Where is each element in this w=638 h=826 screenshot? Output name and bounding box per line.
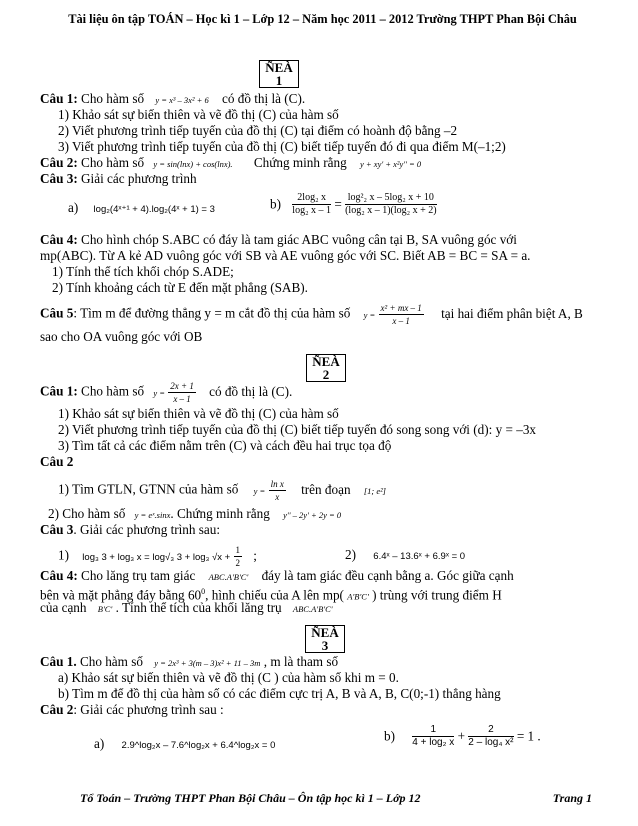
de3-cau2-a: a) 2.9^log₂x – 7.6^log₂x + 6.4^log₂x = 0 <box>94 736 276 751</box>
de1-cau3-b: b) $\frac{\text{2log₂ x}}{\text{log₂ x – 1}}$ = $\frac{\text{log²₂ x – 5log₂ x + 10}}{\text{(log₂ x – 1)(log₂ x + 2)}}$ <box>270 192 437 216</box>
de2-cau2-item1: 1) Tìm GTLN, GTNN của hàm số y = $\frac{\text{ln x}}{x}$ trên đoạn [1; e²] <box>58 479 386 502</box>
de3-cau1-b: b) Tìm m để đồ thị của hàm số có các điểm cực trị A, B và A, B, C(0;-1) thẳng hàng <box>58 686 501 701</box>
de-2-label: ÑEÀ 2 <box>306 354 346 382</box>
de2-cau1: Câu 1: Cho hàm số y = $\frac{2x + 1}{x - 1}$ có đồ thị là (C). <box>40 381 293 404</box>
de2-cau1-item1: 1) Khảo sát sự biến thiên và vẽ đồ thị (C) của hàm số <box>58 406 339 421</box>
de1-cau1-item2: 2) Viết phương trình tiếp tuyến của đồ thị (C) tại điểm có hoành độ bằng –2 <box>58 123 458 138</box>
page-number: Trang 1 <box>552 791 592 805</box>
de1-cau1-item3: 3) Viết phương trình tiếp tuyến của đồ thị (C) biết tiếp tuyến đó đi qua điểm M(–1;2) <box>58 139 506 154</box>
de2-cau4-l1: Câu 4: Cho lăng trụ tam giác ABC.A'B'C' đáy là tam giác đều cạnh bằng a. Góc giữa cạnh <box>40 568 514 583</box>
de1-cau1: Câu 1: Cho hàm số y = x³ – 3x² + 6 có đồ thị là (C). <box>40 91 306 106</box>
de3-cau2: Câu 2: Giải các phương trình sau : <box>40 702 224 717</box>
de3-cau2-b: b) $\frac{1}{\text{4 + log₂ x}}$ + $\frac{2}{\text{2 – log₄ x²}}$ = 1 . <box>384 724 541 748</box>
de2-cau3: Câu 3. Giải các phương trình sau: <box>40 522 221 537</box>
de1-cau4-item1: 1) Tính thể tích khối chóp S.ADE; <box>52 264 234 279</box>
de2-cau3-item2: 2) 6.4ˣ – 13.6ˣ + 6.9ˣ = 0 <box>345 547 466 562</box>
de2-cau1-item3: 3) Tìm tất cả các điểm nằm trên (C) và cách đều hai trục tọa độ <box>58 438 392 453</box>
page-footer: Tổ Toán – Trường THPT Phan Bội Châu – Ôn tập học kì 1 – Lớp 12 <box>80 791 421 805</box>
page-header: Tài liệu ôn tập TOÁN – Học kì 1 – Lớp 12 – Năm học 2011 – 2012 Trường THPT Phan Bội Châu <box>68 12 577 26</box>
de2-cau2: Câu 2 <box>40 454 74 469</box>
de2-cau2-item2: 2) Cho hàm số y = eˣ.sinx. Chứng minh rằng y'' – 2y' + 2y = 0 <box>48 506 342 521</box>
de1-cau4-item2: 2) Tính khoảng cách từ E đến mặt phẳng (SAB). <box>52 280 308 295</box>
de1-cau5-l2: sao cho OA vuông góc với OB <box>40 329 203 344</box>
de1-cau3-a: a) log₂(4ˣ⁺¹ + 4).log₂(4ˣ + 1) = 3 <box>68 200 215 215</box>
de1-cau3: Câu 3: Giải các phương trình <box>40 171 197 186</box>
de2-cau4-l2: bên và mặt phẳng đáy bằng $60^0$, hình chiếu của A lên mp( A'B'C' ) trùng với trung điểm H <box>40 587 502 603</box>
de2-cau1-item2: 2) Viết phương trình tiếp tuyến của đồ thị (C) biết tiếp tuyến đó song song với (d): y = –3x <box>58 422 537 437</box>
de1-cau4-l1: Câu 4: Cho hình chóp S.ABC có đáy là tam giác ABC vuông cân tại B, SA vuông góc với <box>40 232 517 247</box>
de1-cau2: Câu 2: Cho hàm số y = sin(lnx) + cos(lnx). Chứng minh rằng y + xy' + x²y'' = 0 <box>40 155 422 170</box>
de2-cau4-l3: của cạnh B'C' . Tính thể tích của khối lăng trụ ABC.A'B'C' <box>40 600 333 615</box>
de3-cau1: Câu 1. Cho hàm số y = 2x³ + 3(m – 3)x² + 11 – 3m , m là tham số <box>40 654 339 669</box>
de3-cau1-a: a) Khảo sát sự biến thiên và vẽ đồ thị (C ) của hàm số khi m = 0. <box>58 670 399 685</box>
de2-cau3-item1: 1) log₃ 3 + log₃ x = log√₃ 3 + log₃ √x + $\frac{1}{2}$ ; <box>58 545 257 568</box>
de1-cau5: Câu 5: Tìm m để đường thẳng y = m cắt đồ thị của hàm số y = $\frac{\text{x² + mx – 1}}{x - 1}$ tại hai điểm phân biệt A, B <box>40 303 583 326</box>
de-3-label: ÑEÀ 3 <box>305 625 345 653</box>
de1-cau1-item1: 1) Khảo sát sự biến thiên và vẽ đồ thị (C) của hàm số <box>58 107 339 122</box>
de1-cau4-l2: mp(ABC). Từ A kẻ AD vuông góc với SB và AE vuông góc với SC. Biết AB = BC = SA = a. <box>40 248 531 263</box>
de-1-label: ÑEÀ 1 <box>259 60 299 88</box>
